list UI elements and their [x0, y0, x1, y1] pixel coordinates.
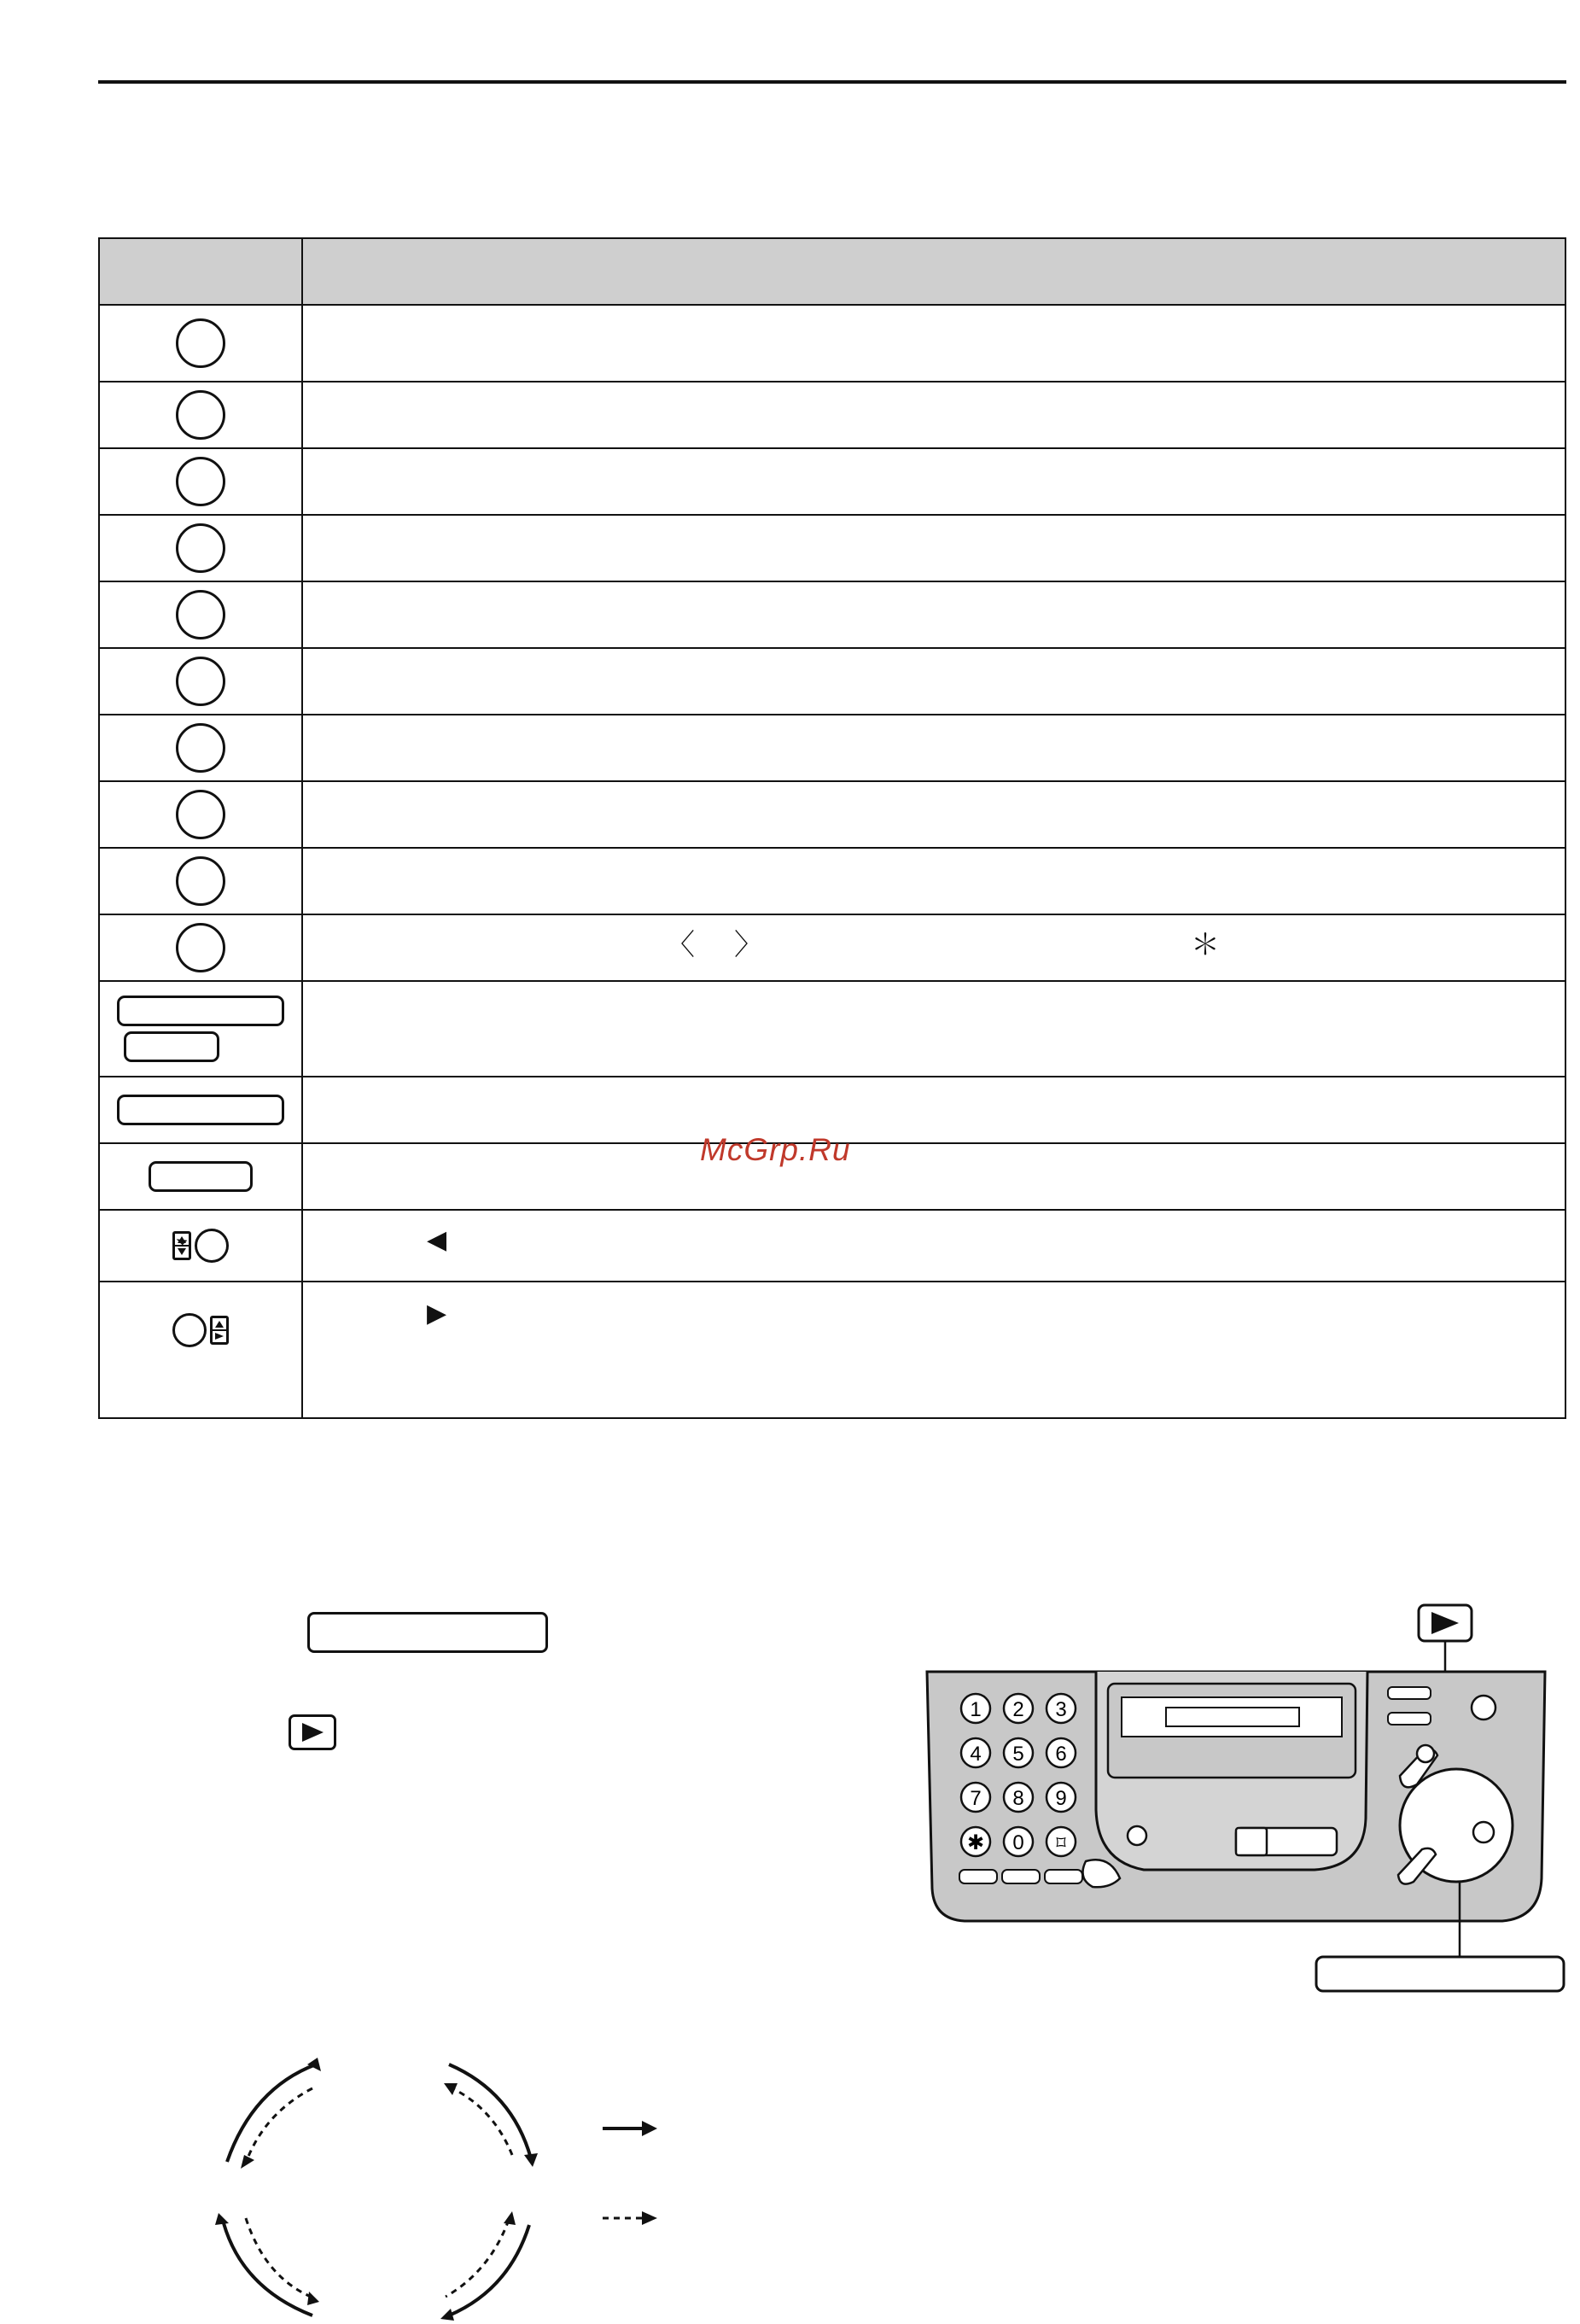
keypad-key-label: 8 — [1012, 1787, 1024, 1810]
cycle-diagram — [215, 2058, 538, 2321]
right-triangle-glyph: ▶ — [427, 1299, 447, 1328]
keypad-key-label: ⌑ — [1056, 1833, 1066, 1854]
keypad-key-label: 1 — [970, 1698, 982, 1721]
display-area — [1082, 1672, 1367, 1887]
dial-callout-box — [1316, 1957, 1564, 1991]
arrow-right-dashed-icon — [603, 2211, 657, 2225]
keypad — [959, 1694, 1082, 1883]
keypad-key-label: 5 — [1012, 1743, 1024, 1766]
keypad-key-label: 9 — [1055, 1787, 1067, 1810]
keypad-key-label: 6 — [1055, 1743, 1067, 1766]
keypad-key-label: 3 — [1055, 1698, 1067, 1721]
left-triangle-glyph: ◀ — [427, 1226, 447, 1254]
keypad-key-label: 2 — [1012, 1698, 1024, 1721]
right-angle-bracket-glyph: 〉 — [734, 929, 763, 961]
keypad-key-label: 4 — [970, 1743, 982, 1766]
asterisk-glyph: ＊ — [1191, 929, 1220, 961]
keypad-key-label: 0 — [1012, 1831, 1024, 1854]
watermark: McGrp.Ru — [700, 1132, 851, 1167]
keypad-key-label: ✱ — [966, 1831, 985, 1854]
arrow-right-solid-icon — [603, 2121, 657, 2136]
left-angle-bracket-glyph: 〈 — [666, 929, 695, 961]
keypad-key-label: 7 — [970, 1787, 982, 1810]
